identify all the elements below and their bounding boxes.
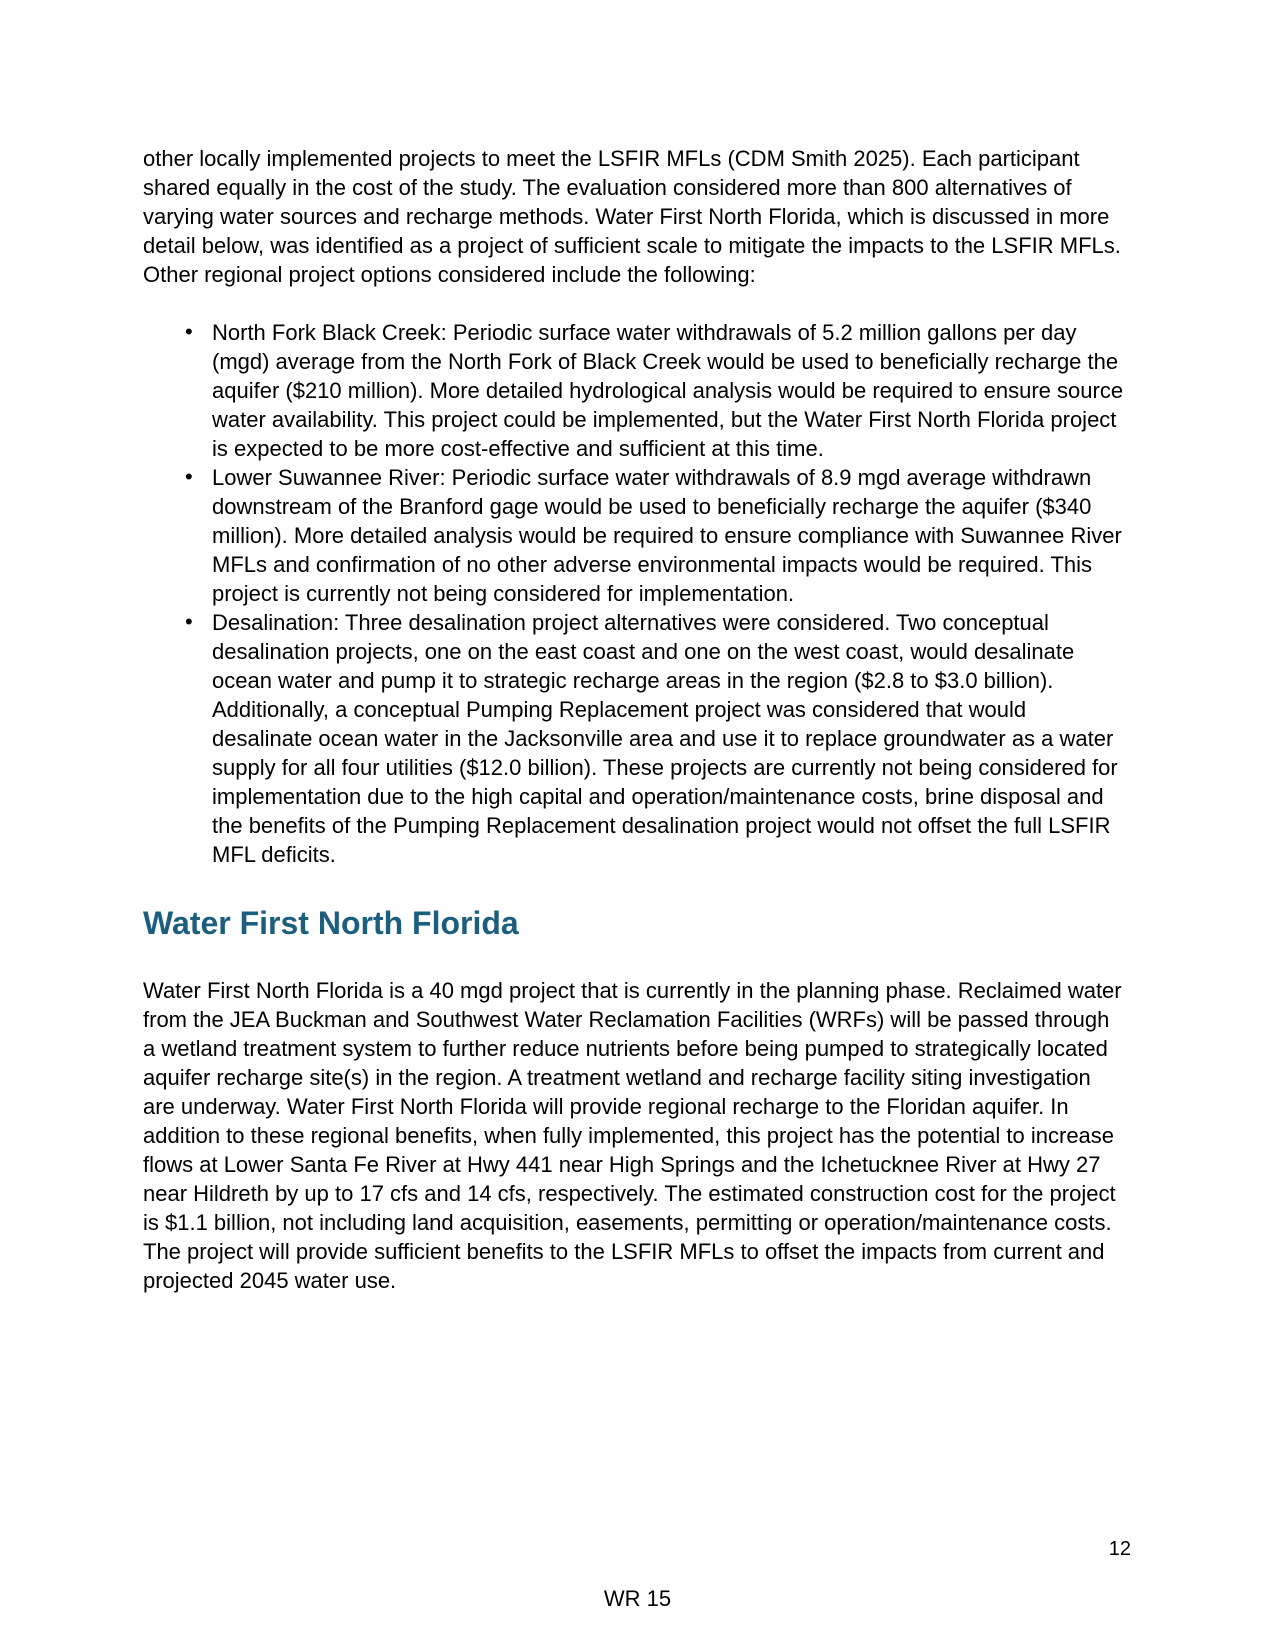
section-heading: Water First North Florida bbox=[143, 905, 519, 941]
footer-label: WR 15 bbox=[603, 1586, 672, 1611]
page-content bbox=[143, 144, 1125, 1295]
bullet-icon: • bbox=[185, 319, 193, 344]
page-number: 12 bbox=[1108, 1538, 1131, 1560]
list-item-text: North Fork Black Creek: Periodic surface water withdrawals of 5.2 million gallons per day (mgd) average from the North Fork of Black Creek would be used to beneficially recharge the aquifer ($210 million). More detailed hydrological analysis would be required to ensure source water availability. This project could be implemented, but the Water First North Florida project is expected to be more cost-effective and sufficient at this time. bbox=[212, 320, 1124, 461]
list-item-desalination bbox=[143, 608, 1125, 869]
intro-paragraph: other locally implemented projects to meet the LSFIR MFLs (CDM Smith 2025). Each participant shared equally in the cost of the study. The evaluation considered more than 800 alternatives of varying water sources and recharge methods. Water First North Florida, which is discussed in more detail below, was identified as a project of sufficient scale to mitigate the impacts to the LSFIR MFLs. Other regional project options considered include the following: bbox=[143, 146, 1121, 287]
list-item-north-fork-black-creek bbox=[143, 318, 1125, 463]
bullet-icon: • bbox=[185, 609, 193, 634]
list-item-text: Desalination: Three desalination project alternatives were considered. Two conceptual desalination projects, one on the east coast and one on the west coast, would desalinate ocean water and pump it to strategic recharge areas in the region ($2.8 to $3.0 billion). Additionally, a conceptual Pumping Replacement project was considered that would desalinate ocean water in the Jacksonville area and use it to replace groundwater as a water supply for all four utilities ($12.0 billion). These projects are currently not being considered for implementation due to the high capital and operation/maintenance costs, brine disposal and the benefits of the Pumping Replacement desalination project would not offset the full LSFIR MFL deficits. bbox=[212, 610, 1118, 867]
list-item-text: Lower Suwannee River: Periodic surface water withdrawals of 8.9 mgd average withdrawn downstream of the Branford gage would be used to beneficially recharge the aquifer ($340 million). More detailed analysis would be required to ensure compliance with Suwannee River MFLs and confirmation of no other adverse environmental impacts would be required. This project is currently not being considered for implementation. bbox=[212, 465, 1122, 606]
regional-projects-list bbox=[143, 318, 1125, 869]
body-paragraph: Water First North Florida is a 40 mgd project that is currently in the planning phase. Reclaimed water from the JEA Buckman and Southwest Water Reclamation Facilities (WRFs) will be passed through a wetland treatment system to further reduce nutrients before being pumped to strategically located aquifer recharge site(s) in the region. A treatment wetland and recharge facility siting investigation are underway. Water First North Florida will provide regional recharge to the Floridan aquifer. In addition to these regional benefits, when fully implemented, this project has the potential to increase flows at Lower Santa Fe River at Hwy 441 near High Springs and the Ichetucknee River at Hwy 27 near Hildreth by up to 17 cfs and 14 cfs, respectively. The estimated construction cost for the project is $1.1 billion, not including land acquisition, easements, permitting or operation/maintenance costs. The project will provide sufficient benefits to the LSFIR MFLs to offset the impacts from current and projected 2045 water use. bbox=[143, 978, 1122, 1293]
list-item-lower-suwannee-river bbox=[143, 463, 1125, 608]
bullet-icon: • bbox=[185, 464, 193, 489]
